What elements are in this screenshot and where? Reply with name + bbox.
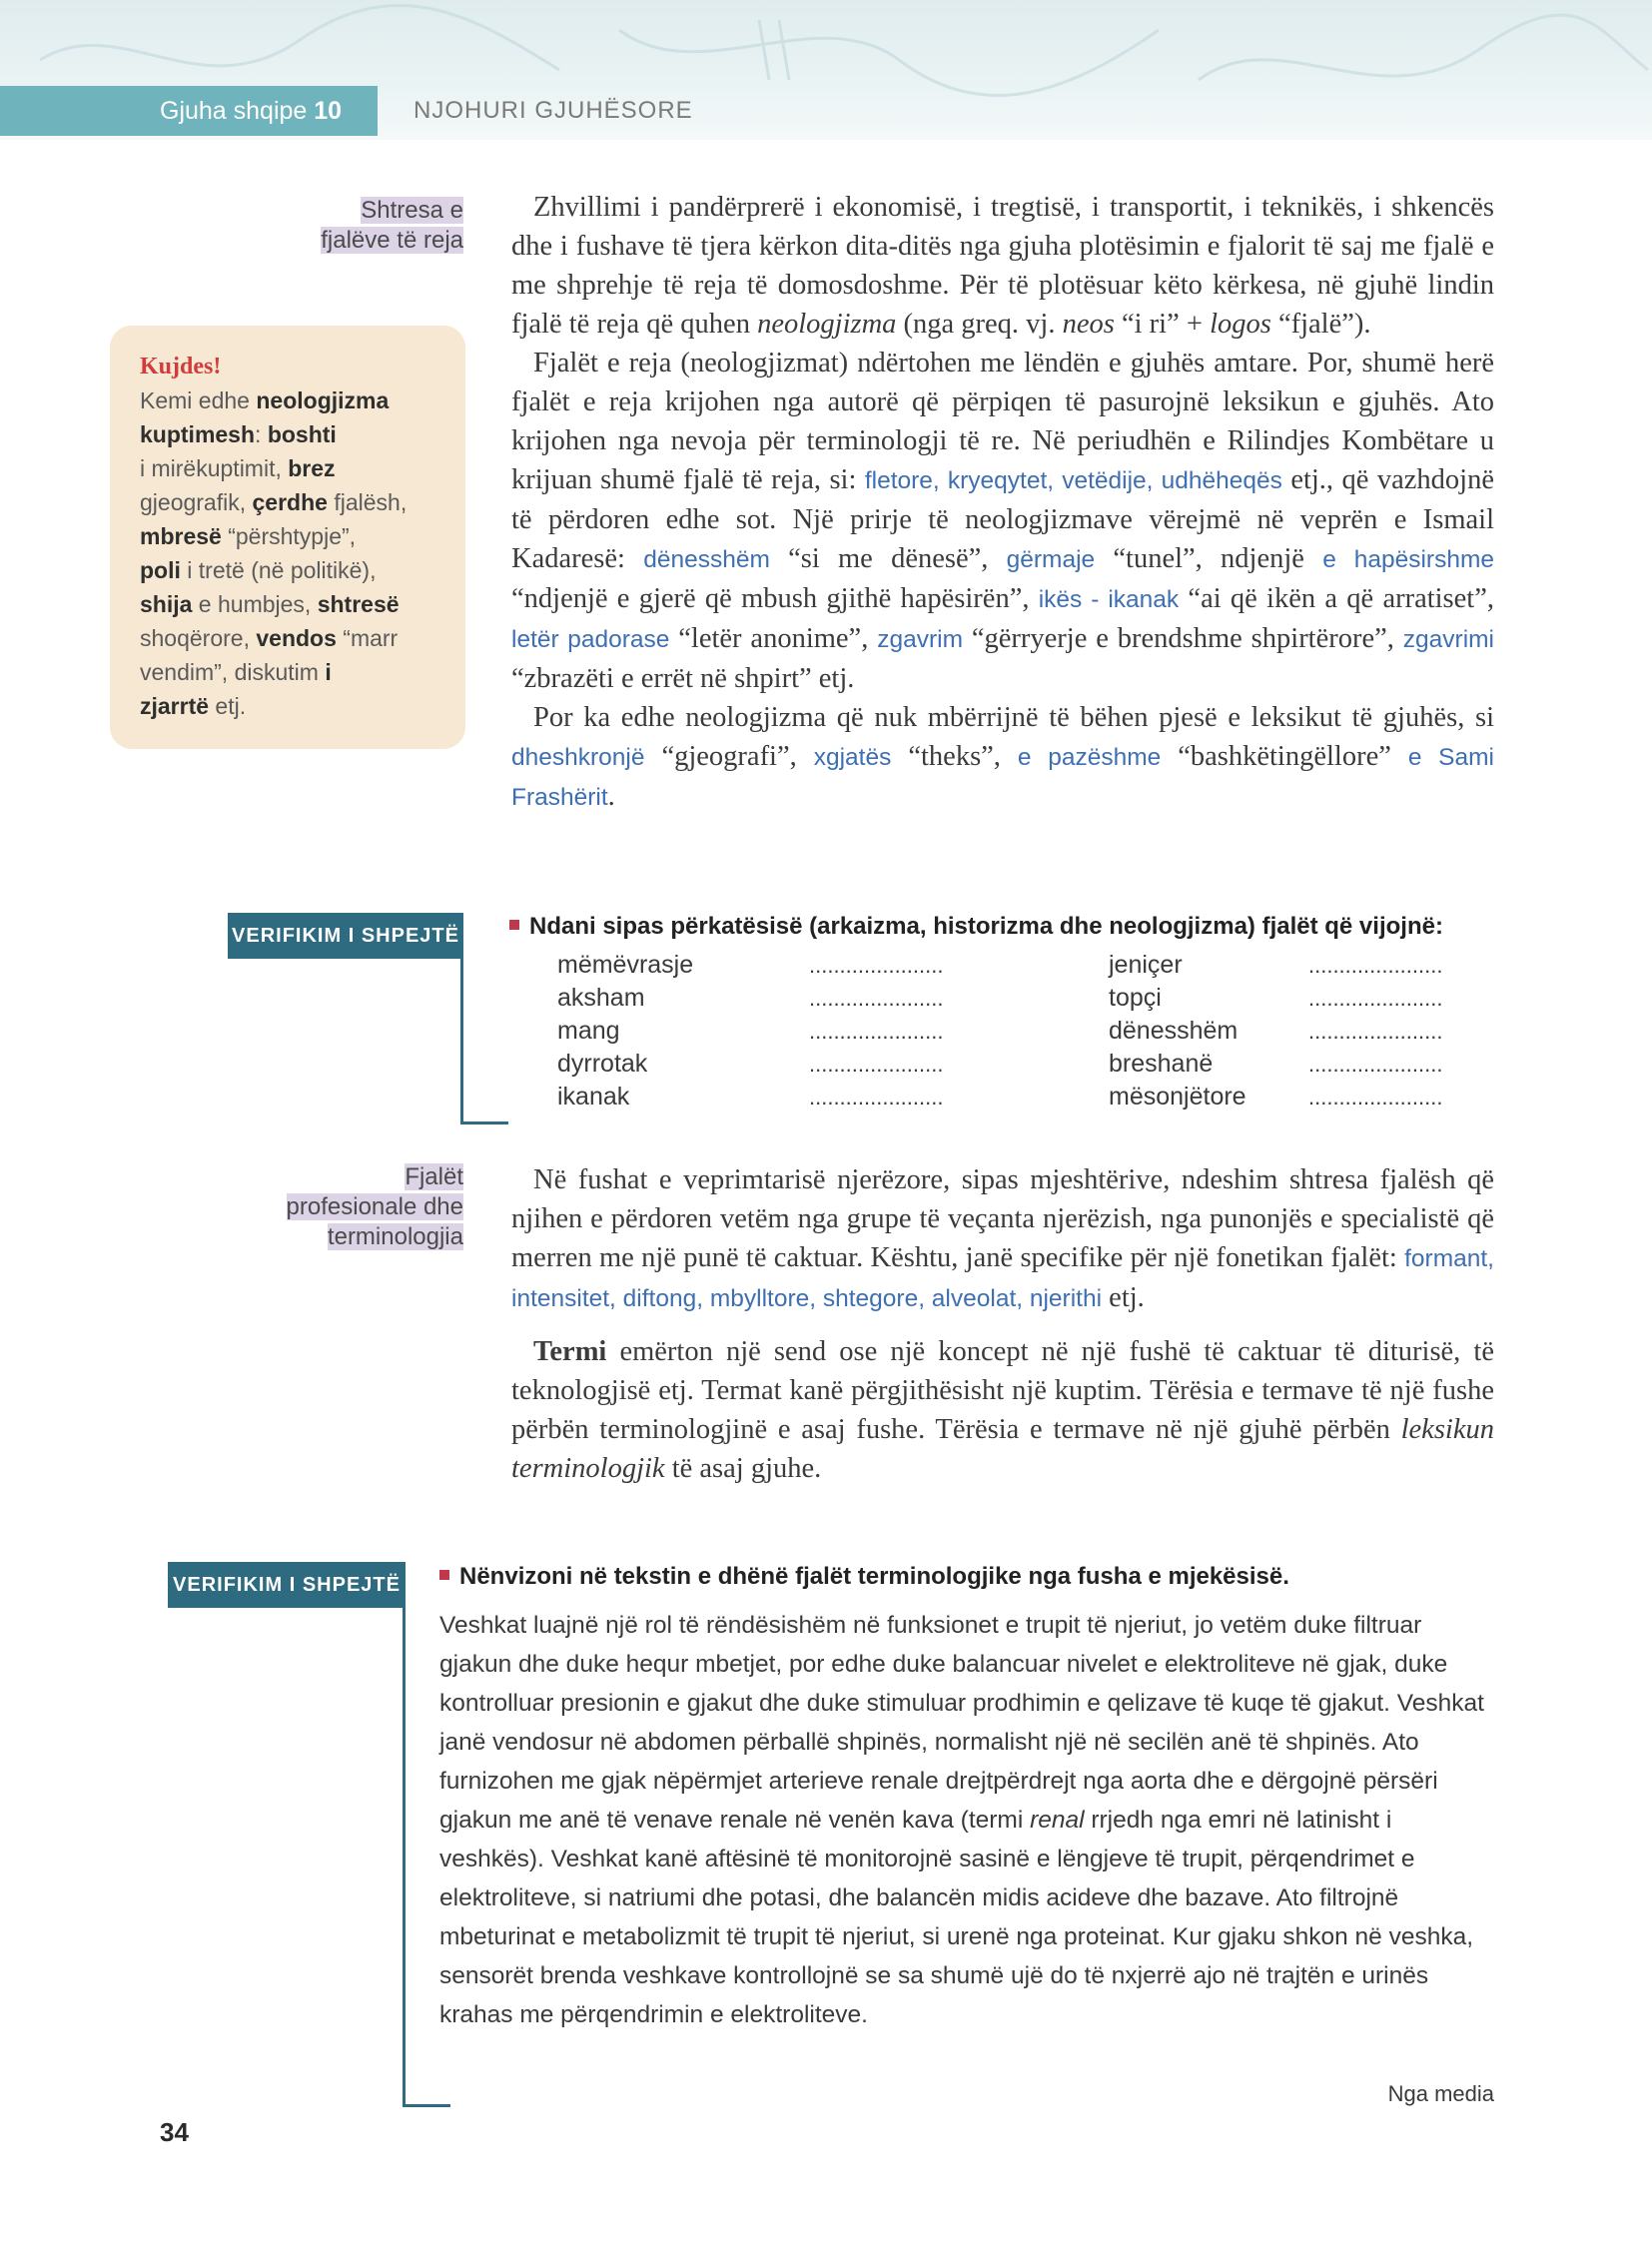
answer-blank[interactable]: ...................... — [809, 953, 944, 978]
answer-blank[interactable]: ...................... — [1308, 1085, 1443, 1110]
answer-blank[interactable]: ...................... — [809, 1085, 944, 1110]
answer-blank[interactable]: ...................... — [1308, 953, 1443, 978]
quick-check-label-2: VERIFIKIM I SHPEJTË — [168, 1562, 406, 1608]
answer-blank[interactable]: ...................... — [1308, 1052, 1443, 1077]
quick-check-2-hline — [403, 2104, 450, 2107]
margin-label-professional-words: Fjalët profesionale dhe terminologjia — [286, 1163, 463, 1250]
source-caption: Nga media — [1387, 2081, 1494, 2106]
margin-label-new-words: Shtresa e fjalëve të reja — [321, 197, 463, 254]
quick-check-1-vline — [460, 959, 463, 1124]
answer-blank[interactable]: ...................... — [1308, 1019, 1443, 1044]
quick-check-task-1: Ndani sipas përkatësisë (arkaizma, historizma dhe neologjizma) fjalët që vijojnë: — [509, 913, 1443, 941]
section-title: NJOHURI GJUHËSORE — [413, 97, 693, 124]
page-number: 34 — [160, 2117, 189, 2147]
body-text-terminology: Në fushat e veprimtarisë njerëzore, sipas mjeshtërive, ndeshim shtresa fjalësh që njihen e përdoren vetëm nga grupe të veçanta njerëzish, nga punonjës e specialistë që merren me një punë të caktuar. Kështu, janë specifike për një fonetikan fjalët: formant, intensitet, diftong, mbylltore, shtegore, alveolat, njerithi etj. Termi emërton një send ose një koncept në një fushë të caktuar të diturisë, të teknologjisë etj. Termat kanë përgjithësisht një kuptim. Tërësia e termave të një fushe përbën terminologjinë e asaj fushe. Tërësia e termave në një gjuhë përbën leksikun terminologjik të asaj gjuhe. — [511, 1164, 1494, 1484]
quick-check-1-hline — [460, 1121, 508, 1124]
source-text-kidneys: Veshkat luajnë një rol të rëndësishëm në funksionet e trupit të njeriut, jo vetëm duke filtruar gjakun dhe duke hequr mbetjet, por edhe duke balancuar nivelet e elektroliteve në gjak, duke kontrolluar presionin e gjakut dhe duke stimuluar prodhimin e qelizave të kuqe të gjakut. Veshkat janë vendosur në abdomen përballë shpinës, normalisht një në secilën anë të shpinës. Ato furnizohen me gjak nëpërmjet arterieve renale drejtpërdrejt nga aorta dhe e dërgojnë përsëri gjakun me anë të venave renale në venën kava (termi renal rrjedh nga emri në latinisht i veshkës). Veshkat kanë aftësinë të monitorojnë sasinë e lëngjeve të trupit, përqendrimet e elektroliteve, si natriumi dhe potasi, dhe balancën midis acideve dhe bazave. Ato filtrojnë mbeturinat e metabolizmit të trupit të njeriut, si urenë nga proteinat. Kur gjaku shkon në veshka, sensorët brenda veshkave kontrollojnë se sa shumë ujë do të nxjerrë ajo në trajtën e urinës krahas me përqendrimin e elektroliteve. — [439, 1612, 1484, 2028]
quick-check-label-1: VERIFIKIM I SHPEJTË — [228, 913, 463, 959]
bullet-square-icon — [439, 1570, 449, 1580]
answer-blank[interactable]: ...................... — [809, 1052, 944, 1077]
answer-blank[interactable]: ...................... — [809, 986, 944, 1011]
word-item: dënesshëm — [1109, 1017, 1239, 1045]
bullet-square-icon — [509, 920, 519, 930]
body-text-neologisms: Zhvillimi i pandërprerë i ekonomisë, i tregtisë, i transportit, i teknikës, i shkencës dhe i fushave të tjera kërkon dita-ditës nga gjuha plotësimin e fjalorit të saj me fjalë e me shprehje të reja të domosdoshme. Për të plotësuar këto kërkesa, në gjuhë lindin fjalë të reja që quhen neologjizma (nga greq. vj. neos “i ri” + logos “fjalë”). Fjalët e reja (neologjizmat) ndërtohen me lëndën e gjuhës amtare. Por, shumë herë fjalët e reja krijohen nga autorë që përpiqen të pasurojnë leksikun e gjuhës. Ato krijohen nga nevoja për terminologji të re. Në periudhën e Rilindjes Kombëtare u krijuan shumë fjalë të reja, si: fletore, kryeqytet, vetëdije, udhëheqës etj., që vazhdojnë të përdoren edhe sot. Një prirje të neologjizmave vërejmë në veprën e Ismail Kadaresë: dënesshëm “si me dënesë”, gërmaje “tunel”, ndjenjë e hapësirshme “ndjenjë e gjerë që mbush gjithë hapësirën”, ikës - ikanak “ai që ikën a që arratiset”, letër padorase “letër anonime”, zgavrim “gërryerje e brendshme shpirtërore”, zgavrimi “zbrazëti e errët në shpirt” etj. Por ka edhe neologjizma që nuk mbërrijnë të bëhen pjesë e leksikut të gjuhës, si dheshkronjë “gjeografi”, xgjatës “theks”, e pazëshme “bashkëtingëllore” e Sami Frashërit. — [511, 192, 1495, 812]
word-item: breshanë — [1109, 1050, 1214, 1078]
quick-check-task-2: Nënvizoni në tekstin e dhënë fjalët terminologjike nga fusha e mjekësisë. — [439, 1563, 1289, 1591]
word-item: ikanak — [557, 1083, 630, 1111]
note-title: Kujdes! — [140, 354, 222, 379]
word-item: mang — [557, 1017, 620, 1045]
quick-check-2-vline — [403, 1608, 406, 2107]
word-item: dyrrotak — [557, 1050, 648, 1078]
word-item: aksham — [557, 984, 645, 1012]
note-text: Kujdes! Kemi edhe neologjizma kuptimesh: boshti i mirëkuptimit, brez gjeografik, çerdhe fjalësh, mbresë “përshtypje”, poli i tretë (në politikë), shija e humbjes, shtresë shoqërore, vendos “marr vendim”, diskutim i zjarrtë etj. — [140, 350, 449, 723]
answer-blank[interactable]: ...................... — [809, 1019, 944, 1044]
word-item: jeniçer — [1109, 951, 1183, 979]
answer-blank[interactable]: ...................... — [1308, 986, 1443, 1011]
word-item: mëmëvrasje — [557, 951, 694, 979]
book-title: Gjuha shqipe 10 — [160, 97, 343, 125]
word-item: mësonjëtore — [1109, 1083, 1246, 1111]
word-item: topçi — [1109, 984, 1162, 1012]
